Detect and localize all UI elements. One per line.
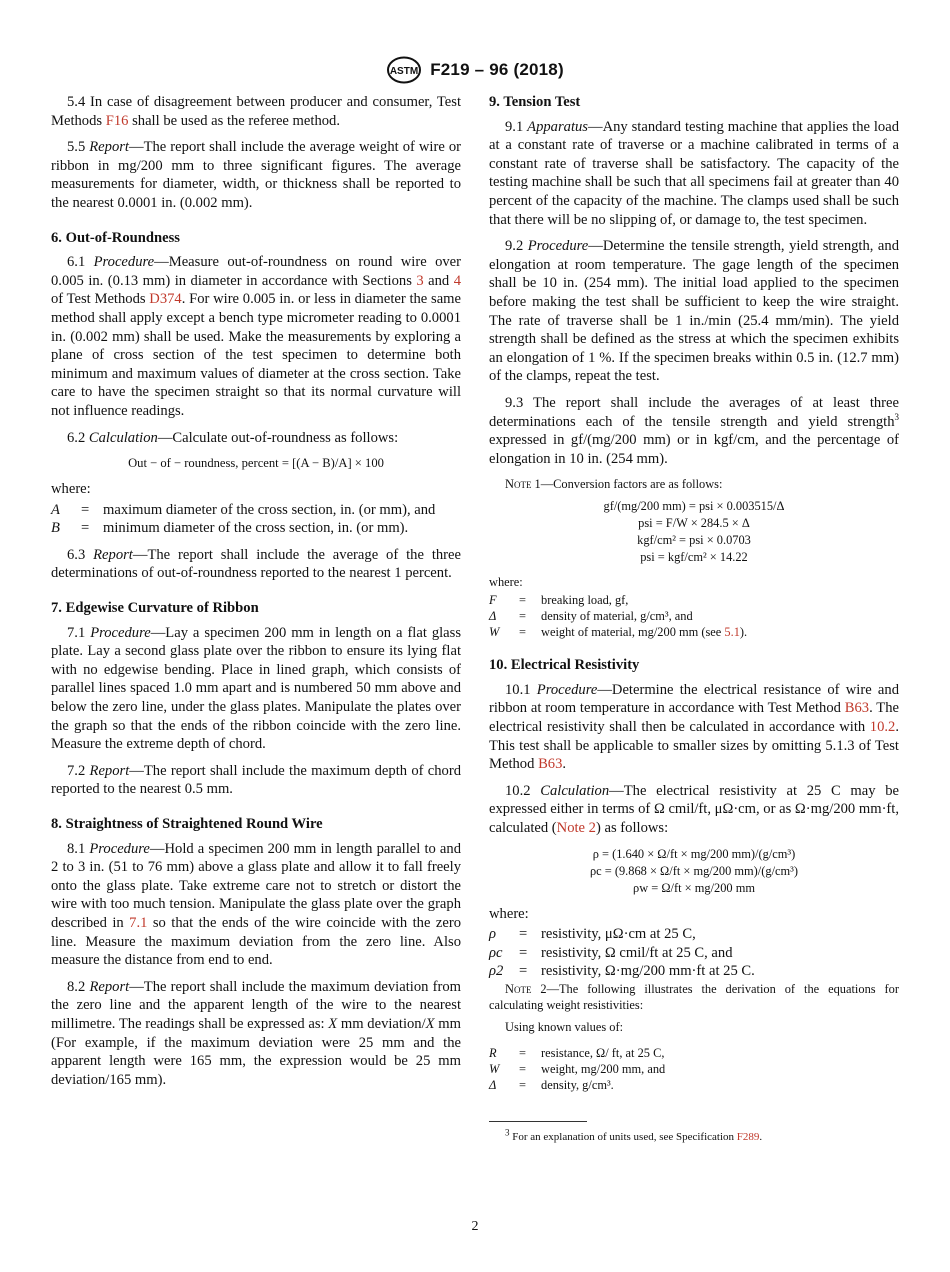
equation-line: psi = F/W × 284.5 × Δ [638, 516, 750, 531]
link-d374[interactable]: D374 [149, 291, 182, 308]
link-5-1[interactable]: 5.1 [724, 625, 740, 640]
definition-list-6 [51, 501, 461, 538]
definition-list-9 [489, 592, 899, 640]
page-header [0, 55, 950, 85]
equation-line: gf/(mg/200 mm) = psi × 0.003515/Δ [603, 499, 785, 514]
link-7-1[interactable]: 7.1 [129, 914, 148, 931]
para-8-1: 8.1 Procedure—Hold a specimen 200 mm in length parallel to and 2 to 3 in. (51 to 76 mm) above a glass plate and allow it to fall freely onto the glass plate. Take extreme care not to stretch or distort the wire with too much tension. Manipulate the glass plate over the graph described in 7.1 so that the ends of the wire coincide with the zero line. Measure the maximum deviation from the zero line. Also measure the distance from end to end. [51, 840, 461, 969]
equation-out-of-roundness: Out − of − roundness, percent = [(A − B)/A] × 100 [128, 456, 384, 471]
known-values-label: Using known values of: [505, 1020, 624, 1034]
para-6-3: 6.3 Report—The report shall include the average of the three determinations of out-of-roundness reported to the nearest 1 percent. [51, 546, 461, 582]
para-8-2: 8.2 Report—The report shall include the maximum deviation from the zero line and the apparent length of the wire to the nearest millimetre. The readings shall be expressed as: X mm deviation/X mm (For example, if the maximum deviation were 25 mm and the apparent length were 165 mm, the expression would be 25 mm deviation/165 mm). [51, 978, 461, 1088]
link-f16[interactable]: F16 [105, 112, 129, 129]
where-label: where: [489, 905, 529, 922]
para-5-5: 5.5 Report—The report shall include the average weight of wire or ribbon in mg/200 mm to three significant figures. The average measurements for diameter, width, or thickness shall be reported to the nearest 0.0001 in. (0.002 mm). [51, 139, 461, 211]
definition-item: F = breaking load, gf, [489, 593, 629, 608]
para-10-2: 10.2 Calculation—The electrical resistivity at 25 C may be expressed either in terms of Ω cmil/ft, μΩ·cm, or as Ω·mg/200 mm·ft, calculated (Note 2) as follows: [489, 782, 900, 837]
link-section-3[interactable]: 3 [416, 272, 424, 289]
equation-line: ρw = Ω/ft × mg/200 mm [633, 880, 755, 895]
page-number: 2 [471, 1219, 479, 1234]
definition-item: W = weight of material, mg/200 mm (see 5.1). [489, 625, 748, 640]
equation-line: psi = kgf/cm² × 14.22 [640, 550, 748, 565]
resistivity-equations [489, 846, 899, 897]
document-designation: F219 – 96 (2018) [430, 60, 564, 79]
note-1: Note 1—Conversion factors are as follows: [505, 477, 723, 492]
footnote-ref-3[interactable]: 3 [894, 411, 899, 422]
link-f289[interactable]: F289 [736, 1131, 760, 1143]
heading-section-6: 6. Out-of-Roundness [51, 229, 180, 246]
where-label: where: [51, 481, 91, 498]
conversion-equations [489, 498, 899, 566]
definition-item: ρ2 = resistivity, Ω·mg/200 mm·ft at 25 C. [489, 963, 755, 980]
definition-list-known [489, 1045, 899, 1093]
para-10-1: 10.1 Procedure—Determine the electrical resistance of wire and ribbon at room temperature in accordance with Test Method B63. The electrical resistivity shall then be calculated in accordance with 10.2. This test shall be applicable to smaller sizes by omitting 5.1.3 of Test Method B63. [489, 681, 900, 773]
definition-item: Δ = density, g/cm³. [489, 1078, 614, 1092]
heading-section-10: 10. Electrical Resistivity [489, 657, 640, 674]
para-9-3: 9.3 The report shall include the averages of at least three determinations each of the tensile strength and yield strength$^3$ expressed in gf/(mg/200 mm) or in kgf/cm, and the percentage of elongation in 10 in. (254 mm). [489, 394, 899, 467]
para-5-4: 5.4 In case of disagreement between producer and consumer, Test Methods F16 shall be used as the referee method. [51, 94, 461, 129]
where-label: where: [489, 575, 523, 590]
para-7-1: 7.1 Procedure—Lay a specimen 200 mm in length on a flat glass plate. Lay a second glass plate over the ribbon to ensure its lying flat with no edgewise bending. Place in lined graph, which consists of parallel lines spaced 1.0 mm apart and is numbered 50 mm above and below the zero line, under the glass plates. Manipulate the plates over the graph so that the ends of the ribbon coincide with the zero line. Measure the extreme depth of chord. [51, 624, 462, 753]
definition-item: W = weight, mg/200 mm, and [489, 1062, 666, 1076]
definition-item: Δ = density of material, g/cm³, and [489, 609, 693, 624]
definition-item: R = resistance, Ω/ ft, at 25 C, [489, 1046, 665, 1060]
equation-line: ρc = (9.868 × Ω/ft × mg/200 mm)/(g/cm³) [589, 863, 798, 878]
definition-item: A = maximum diameter of the cross section, in. (or mm), and [51, 501, 436, 518]
link-note-2[interactable]: Note 2 [556, 820, 596, 837]
para-9-2: 9.2 Procedure—Determine the tensile strength, yield strength, and elongation at room temperature. The gage length of the specimen shall be 10 in. (254 mm). The initial load applied to the specimen before making the test shall be sufficient to keep the wire straight. The rate of traverse shall be 1 in./min (25.4 mm/min). The yield strength shall be defined as the stress at which the specimen exhibits an elongation of 1 %. If the specimen breaks within 0.5 in. (12.7 mm) of the clamps, repeat the test. [489, 238, 899, 385]
definition-item: B = minimum diameter of the cross section, in. (or mm). [51, 520, 409, 537]
note-2: Note 2—The following illustrates the derivation of the equations for calculating weight resistivities: [489, 982, 899, 1012]
link-b63-second[interactable]: B63 [538, 756, 563, 773]
heading-section-9: 9. Tension Test [489, 94, 581, 110]
heading-section-8: 8. Straightness of Straightened Round Wire [51, 816, 323, 832]
para-6-1: 6.1 Procedure—Measure out-of-roundness on round wire over 0.005 in. (0.13 mm) in diameter in accordance with Sections 3 and 4 of Test Methods D374. For wire 0.005 in. or less in diameter the same method shall apply except a bench type micrometer reading to 0.0001 in. (0.002 mm) shall be used. Make the measurements by exploring a plane of cross section of the test specimen to determine both minimum and maximum values of diameter at the cross section. Take care to have the specimen straight so that its normal curvature will not influence readings. [51, 254, 461, 419]
footnote-3: $^3$ For an explanation of units used, see Specification F289. [505, 1127, 763, 1143]
equation-line: ρ = (1.640 × Ω/ft × mg/200 mm)/(g/cm³) [592, 846, 796, 861]
svg-text:ASTM: ASTM [390, 66, 419, 77]
definition-item: ρc = resistivity, Ω cmil/ft at 25 C, and [489, 944, 733, 961]
link-b63[interactable]: B63 [844, 700, 870, 717]
astm-logo-icon [386, 56, 422, 84]
para-7-2: 7.2 Report—The report shall include the maximum depth of chord reported to the nearest 0.5 mm. [51, 762, 461, 798]
heading-section-7: 7. Edgewise Curvature of Ribbon [51, 600, 259, 617]
footnote-divider [489, 1121, 587, 1122]
link-section-4[interactable]: 4 [453, 272, 461, 289]
para-9-1: 9.1 Apparatus—Any standard testing machine that applies the load at a constant rate of traverse or a machine calibrated in terms of a constant rate of traverse shall be satisfactory. The capacity of the testing machine shall be such that all specimens fail at greater than 40 percent of the capacity of the machine. The clamps used shall be such that there will be no slipping of, or damage to, the test specimen. [489, 118, 899, 228]
definition-item: ρ = resistivity, μΩ·cm at 25 C, [489, 926, 696, 943]
equation-line: kgf/cm² = psi × 0.0703 [637, 533, 751, 548]
left-column [51, 93, 461, 1097]
para-6-2: 6.2 Calculation—Calculate out-of-roundness as follows: [67, 429, 399, 446]
link-10-2[interactable]: 10.2 [869, 719, 896, 736]
definition-list-10 [489, 925, 899, 981]
right-column [489, 93, 899, 1144]
